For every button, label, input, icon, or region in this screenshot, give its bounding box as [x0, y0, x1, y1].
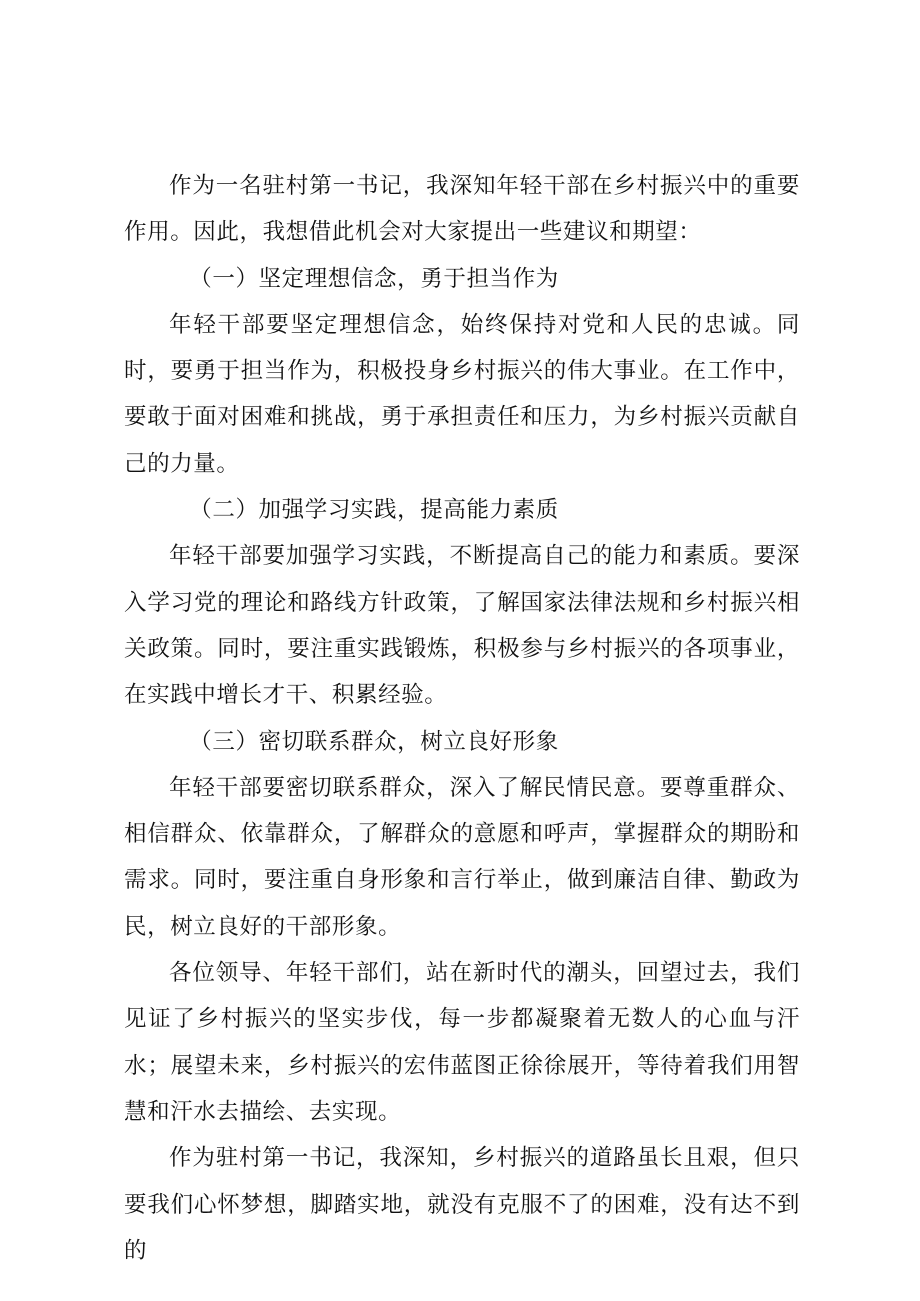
section-heading-2: （二）加强学习实践，提高能力素质 [189, 497, 559, 524]
paragraph-closing: 作为驻村第一书记，我深知，乡村振兴的道路虽长且艰，但只要我们心怀梦想，脚踏实地，就没有克服不了的困难，没有达不到的 [124, 1145, 800, 1264]
paragraph-section-3: 年轻干部要密切联系群众，深入了解民情民意。要尊重群众、相信群众、依靠群众，了解群众的意愿和呼声，掌握群众的期盼和需求。同时，要注重自身形象和言行举止，做到廉洁自律、勤政为民，树立良好的干部形象。 [124, 774, 800, 940]
document-body [124, 163, 800, 1274]
section-heading-3: （三）密切联系群众，树立良好形象 [189, 728, 559, 755]
section-heading-1: （一）坚定理想信念，勇于担当作为 [189, 265, 559, 292]
paragraph-section-2: 年轻干部要加强学习实践，不断提高自己的能力和素质。要深入学习党的理论和路线方针政策，了解国家法律法规和乡村振兴相关政策。同时，要注重实践锻炼，积极参与乡村振兴的各项事业，在实践中增长才干、积累经验。 [124, 543, 800, 709]
paragraph-section-1: 年轻干部要坚定理想信念，始终保持对党和人民的忠诚。同时，要勇于担当作为，积极投身乡村振兴的伟大事业。在工作中，要敢于面对困难和挑战，勇于承担责任和压力，为乡村振兴贡献自己的力量。 [124, 311, 800, 477]
paragraph-reflection: 各位领导、年轻干部们，站在新时代的潮头，回望过去，我们见证了乡村振兴的坚实步伐，每一步都凝聚着无数人的心血与汗水；展望未来，乡村振兴的宏伟蓝图正徐徐展开，等待着我们用智慧和汗水去描绘、去实现。 [124, 960, 800, 1125]
paragraph-intro: 作为一名驻村第一书记，我深知年轻干部在乡村振兴中的重要作用。因此，我想借此机会对大家提出一些建议和期望： [124, 173, 800, 246]
